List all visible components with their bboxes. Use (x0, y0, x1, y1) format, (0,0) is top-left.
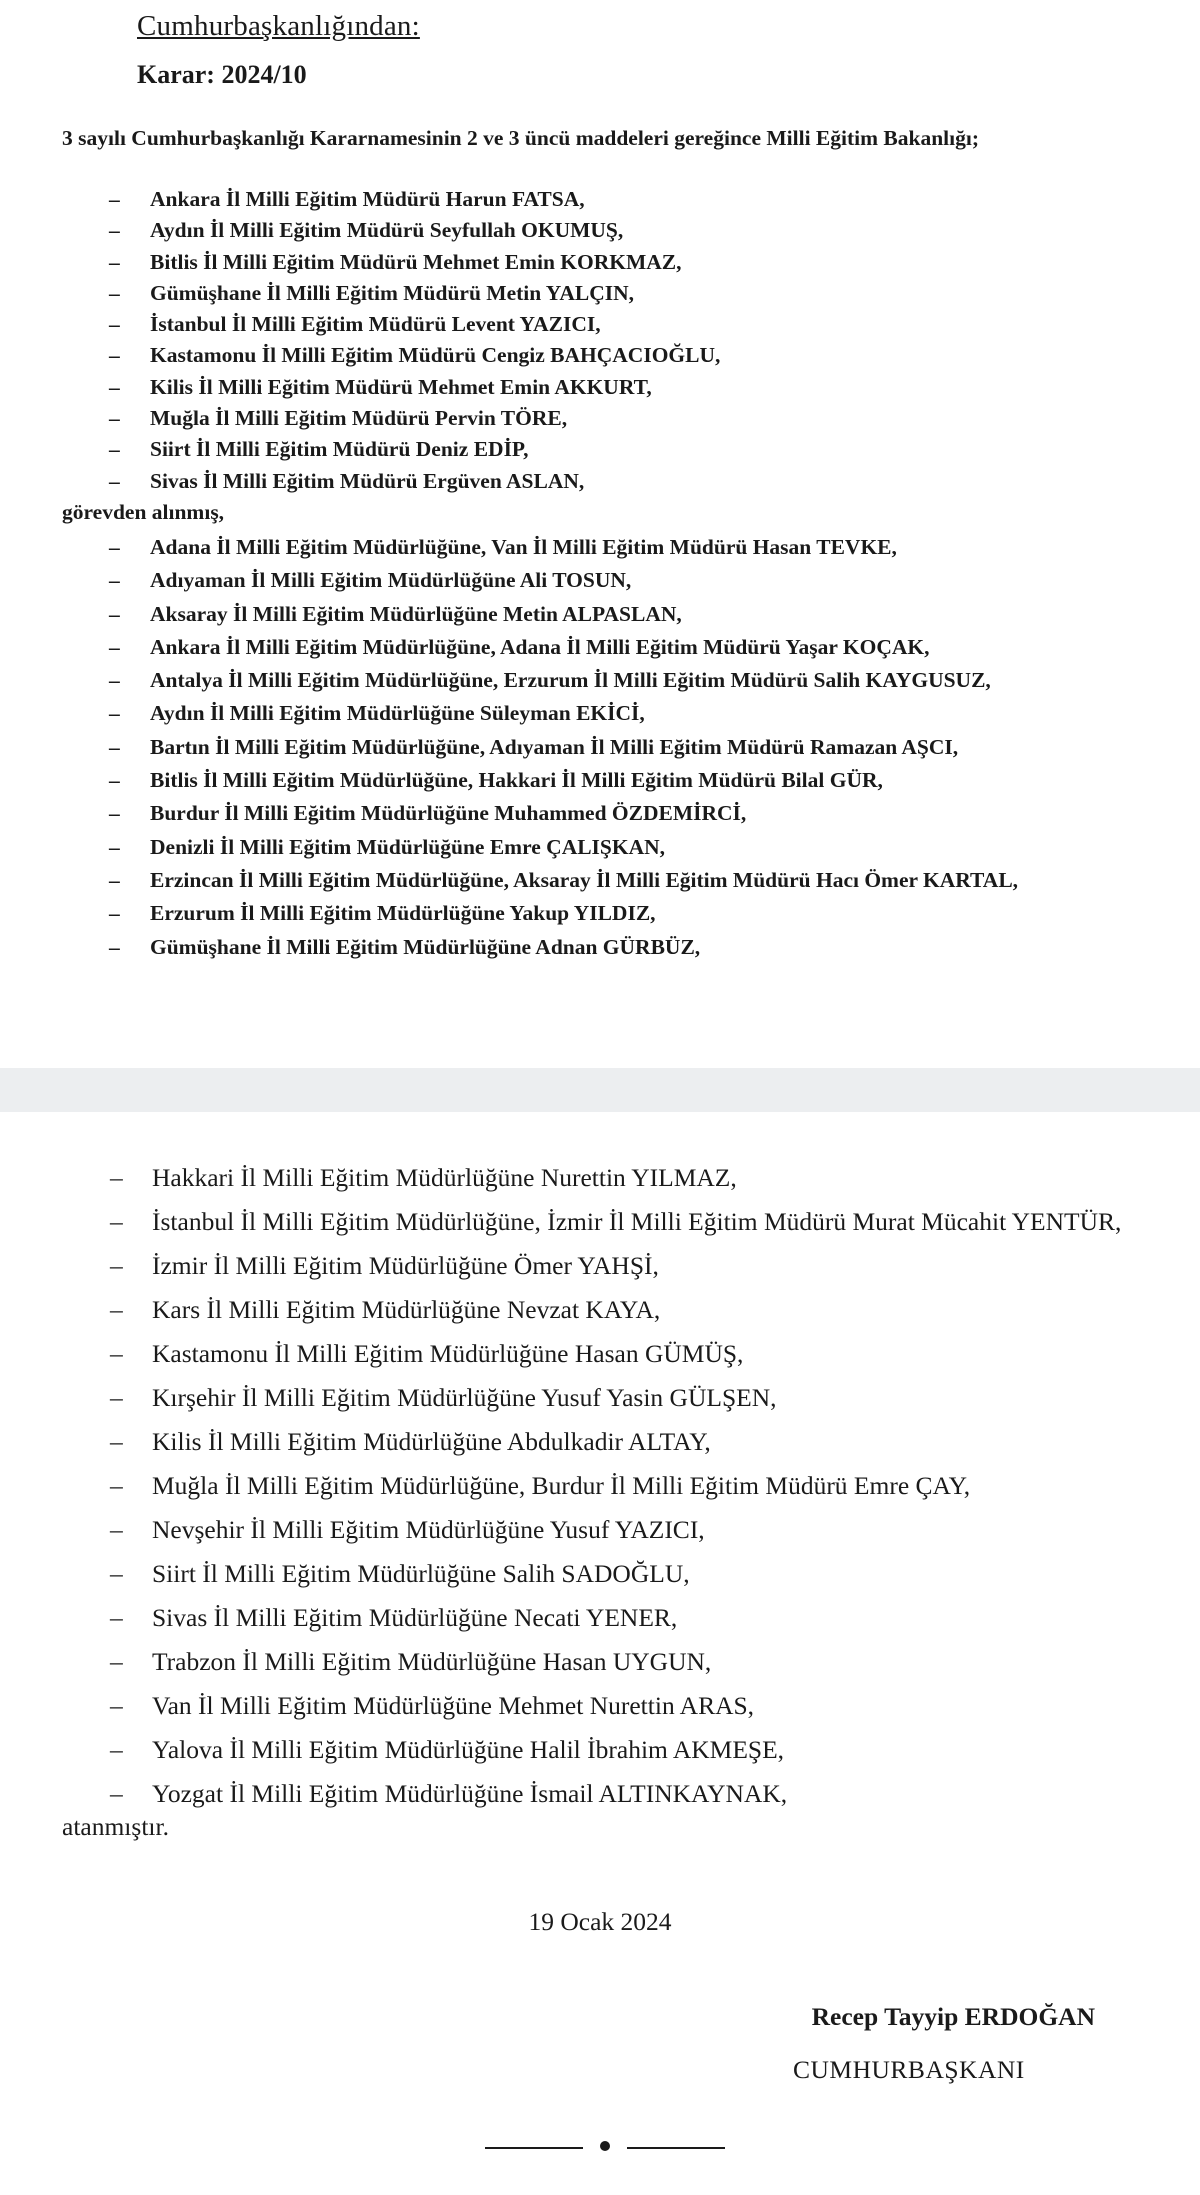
signatory-title: CUMHURBAŞKANI (793, 2055, 1025, 2084)
list-item (62, 1294, 1146, 1326)
list-item (62, 666, 1144, 695)
list-item (62, 533, 1144, 562)
list-item-text: Gümüşhane İl Milli Eğitim Müdürlüğüne Adnan GÜRBÜZ, (150, 934, 701, 959)
dash-bullet: – (109, 218, 120, 243)
dash-bullet: – (109, 280, 120, 305)
dash-bullet: – (109, 187, 120, 211)
dash-bullet: – (110, 1383, 123, 1412)
ornament-dot (600, 2141, 610, 2151)
dash-bullet: – (110, 1647, 123, 1676)
dash-bullet: – (109, 734, 120, 759)
dash-bullet: – (110, 1427, 123, 1456)
dismissed-status: görevden alınmış, (62, 500, 225, 524)
list-item-text: Sivas İl Milli Eğitim Müdürü Ergüven ASLAN, (150, 468, 585, 493)
dash-bullet: – (110, 1163, 123, 1192)
list-item-text: Sivas İl Milli Eğitim Müdürlüğüne Necati YENER, (152, 1603, 678, 1632)
list-item-text: Trabzon İl Milli Eğitim Müdürlüğüne Hasan UYGUN, (152, 1647, 712, 1676)
list-item (62, 403, 1144, 434)
list-item (62, 1646, 1146, 1678)
dash-bullet: – (110, 1339, 123, 1368)
list-item-text: Bitlis İl Milli Eğitim Müdürü Mehmet Emin KORKMAZ, (150, 249, 682, 274)
list-item-text: Adana İl Milli Eğitim Müdürlüğüne, Van İl Milli Eğitim Müdürü Hasan TEVKE, (150, 535, 897, 559)
list-item (62, 1206, 1146, 1238)
decision-number: Karar: 2024/10 (137, 60, 307, 89)
appointed-status: atanmıştır. (62, 1812, 169, 1841)
list-item-text: Muğla İl Milli Eğitim Müdürü Pervin TÖRE, (150, 406, 568, 431)
dash-bullet: – (109, 801, 120, 826)
list-item (62, 1338, 1146, 1370)
list-item (62, 466, 1144, 497)
closing-ornament (485, 2134, 725, 2164)
list-item (62, 1514, 1146, 1546)
dash-bullet: – (109, 437, 120, 462)
list-item-text: Ankara İl Milli Eğitim Müdürlüğüne, Adana İl Milli Eğitim Müdürü Yaşar KOÇAK, (150, 634, 930, 659)
list-item (62, 1690, 1146, 1722)
dash-bullet: – (109, 768, 120, 793)
list-item (62, 184, 1144, 215)
dash-bullet: – (109, 668, 120, 693)
dash-bullet: – (110, 1691, 123, 1720)
dash-bullet: – (110, 1735, 123, 1764)
list-item (62, 866, 1144, 895)
list-item (62, 899, 1144, 928)
list-item-text: Aydın İl Milli Eğitim Müdürlüğüne Süleyman EKİCİ, (150, 701, 645, 726)
list-item-text: Bitlis İl Milli Eğitim Müdürlüğüne, Hakkari İl Milli Eğitim Müdürü Bilal GÜR, (150, 768, 883, 793)
dash-bullet: – (109, 834, 120, 859)
dash-bullet: – (110, 1779, 123, 1808)
list-item-text: Kastamonu İl Milli Eğitim Müdürü Cengiz BAHÇACIOĞLU, (150, 343, 721, 368)
list-item-text: Erzurum İl Milli Eğitim Müdürlüğüne Yakup YILDIZ, (150, 901, 656, 926)
list-item (62, 1426, 1146, 1458)
list-item (62, 1382, 1146, 1414)
list-item (62, 434, 1144, 465)
list-item-text: Gümüşhane İl Milli Eğitim Müdürü Metin YALÇIN, (150, 280, 635, 305)
dash-bullet: – (109, 249, 120, 274)
list-item-text: Kilis İl Milli Eğitim Müdürü Mehmet Emin AKKURT, (150, 374, 652, 399)
list-item (62, 247, 1144, 278)
dash-bullet: – (109, 406, 120, 431)
ornament-line-right (627, 2147, 725, 2149)
list-item-text: İstanbul İl Milli Eğitim Müdürü Levent YAZICI, (150, 312, 601, 337)
list-item-text: Kırşehir İl Milli Eğitim Müdürlüğüne Yusuf Yasin GÜLŞEN, (152, 1383, 777, 1412)
list-item (62, 733, 1144, 762)
dash-bullet: – (109, 312, 120, 337)
list-item (62, 1558, 1146, 1590)
list-item-text: Yalova İl Milli Eğitim Müdürlüğüne Halil İbrahim AKMEŞE, (152, 1735, 785, 1764)
dash-bullet: – (109, 934, 120, 959)
intro-paragraph: 3 sayılı Cumhurbaşkanlığı Kararnamesinin 2 ve 3 üncü maddeleri gereğince Milli Eğitim Bakanlığı; (62, 126, 979, 150)
dash-bullet: – (110, 1471, 123, 1500)
list-item (62, 1778, 1146, 1810)
list-item-text: Bartın İl Milli Eğitim Müdürlüğüne, Adıyaman İl Milli Eğitim Müdürü Ramazan AŞCI, (150, 734, 959, 759)
dash-bullet: – (110, 1295, 123, 1324)
list-item (62, 1734, 1146, 1766)
list-item (62, 699, 1144, 728)
ornament-line-left (485, 2147, 583, 2149)
list-item (62, 1602, 1146, 1634)
list-item (62, 833, 1144, 862)
list-item (62, 1250, 1146, 1282)
decision-date: 19 Ocak 2024 (528, 1907, 672, 1936)
list-item-text: Van İl Milli Eğitim Müdürlüğüne Mehmet Nurettin ARAS, (152, 1691, 755, 1720)
dash-bullet: – (109, 343, 120, 368)
dash-bullet: – (110, 1207, 123, 1236)
list-item (62, 309, 1144, 340)
document-page-1 (0, 0, 1200, 1068)
list-item-text: Adıyaman İl Milli Eğitim Müdürlüğüne Ali TOSUN, (150, 568, 632, 593)
list-item (62, 278, 1144, 309)
list-item-text: Erzincan İl Milli Eğitim Müdürlüğüne, Aksaray İl Milli Eğitim Müdürü Hacı Ömer KARTAL, (150, 867, 1019, 892)
dismissed-list (62, 184, 1144, 497)
list-item (62, 1470, 1146, 1502)
dash-bullet: – (110, 1251, 123, 1280)
dash-bullet: – (110, 1515, 123, 1544)
list-item (62, 372, 1144, 403)
dash-bullet: – (109, 374, 120, 399)
dash-bullet: – (109, 601, 120, 626)
list-item-text: Kars İl Milli Eğitim Müdürlüğüne Nevzat KAYA, (152, 1295, 661, 1324)
signatory-name: Recep Tayyip ERDOĞAN (811, 2002, 1095, 2031)
list-item-text: İzmir İl Milli Eğitim Müdürlüğüne Ömer YAHŞİ, (152, 1251, 659, 1280)
dash-bullet: – (109, 867, 120, 892)
dash-bullet: – (109, 634, 120, 659)
list-item-text: Kilis İl Milli Eğitim Müdürlüğüne Abdulkadir ALTAY, (152, 1427, 711, 1456)
list-item-text: Burdur İl Milli Eğitim Müdürlüğüne Muhammed ÖZDEMİRCİ, (150, 801, 747, 826)
appointed-list-page2 (62, 1162, 1146, 1822)
dash-bullet: – (109, 568, 120, 593)
dash-bullet: – (109, 701, 120, 726)
list-item-text: İstanbul İl Milli Eğitim Müdürlüğüne, İzmir İl Milli Eğitim Müdürü Murat Mücahit YENTÜR, (152, 1207, 1122, 1236)
list-item-text: Ankara İl Milli Eğitim Müdürü Harun FATSA, (150, 187, 585, 211)
list-item-text: Muğla İl Milli Eğitim Müdürlüğüne, Burdur İl Milli Eğitim Müdürü Emre ÇAY, (152, 1471, 971, 1500)
list-item-text: Kastamonu İl Milli Eğitim Müdürlüğüne Hasan GÜMÜŞ, (152, 1339, 744, 1368)
list-item-text: Nevşehir İl Milli Eğitim Müdürlüğüne Yusuf YAZICI, (152, 1515, 705, 1544)
dash-bullet: – (109, 535, 120, 559)
list-item-text: Yozgat İl Milli Eğitim Müdürlüğüne İsmail ALTINKAYNAK, (152, 1779, 788, 1808)
appointed-list-page1 (62, 533, 1144, 966)
list-item (62, 933, 1144, 962)
list-item (62, 766, 1144, 795)
dash-bullet: – (109, 901, 120, 926)
issuer-heading: Cumhurbaşkanlığından: (137, 10, 420, 42)
list-item-text: Antalya İl Milli Eğitim Müdürlüğüne, Erzurum İl Milli Eğitim Müdürü Salih KAYGUSUZ, (150, 668, 991, 693)
list-item (62, 566, 1144, 595)
list-item-text: Hakkari İl Milli Eğitim Müdürlüğüne Nurettin YILMAZ, (152, 1163, 737, 1192)
list-item-text: Denizli İl Milli Eğitim Müdürlüğüne Emre ÇALIŞKAN, (150, 834, 666, 859)
page-divider (0, 1068, 1200, 1112)
list-item (62, 340, 1144, 371)
list-item (62, 799, 1144, 828)
dash-bullet: – (110, 1559, 123, 1588)
dash-bullet: – (109, 468, 120, 493)
list-item-text: Aksaray İl Milli Eğitim Müdürlüğüne Metin ALPASLAN, (150, 601, 682, 626)
list-item (62, 600, 1144, 629)
list-item-text: Siirt İl Milli Eğitim Müdürlüğüne Salih SADOĞLU, (152, 1559, 690, 1588)
list-item (62, 1162, 1146, 1194)
list-item-text: Aydın İl Milli Eğitim Müdürü Seyfullah OKUMUŞ, (150, 218, 624, 243)
list-item (62, 215, 1144, 246)
list-item-text: Siirt İl Milli Eğitim Müdürü Deniz EDİP, (150, 437, 529, 462)
list-item (62, 633, 1144, 662)
dash-bullet: – (110, 1603, 123, 1632)
